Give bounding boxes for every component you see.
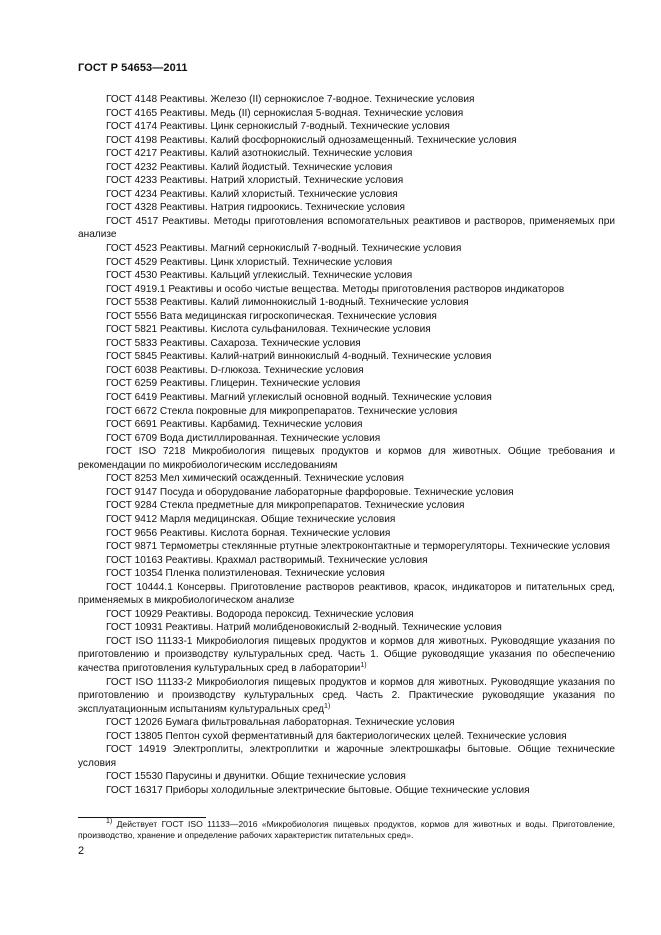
reference-item — [78, 93, 615, 107]
reference-item — [78, 134, 615, 148]
reference-item — [78, 554, 615, 568]
footnote-separator — [78, 817, 206, 818]
reference-item — [78, 770, 615, 784]
reference-text: ГОСТ ISO 11133-1 Микробиология пищевых продуктов и кормов для животных. Руководящие указания по приготовлению и производству культуральных сред. Часть 1. Общие руководящие указания по обеспечению качества приготовления культуральных сред в лаборатории — [78, 635, 615, 674]
reference-item — [78, 676, 615, 717]
reference-item — [78, 418, 615, 432]
reference-text: ГОСТ 4234 Реактивы. Калий хлористый. Технические условия — [106, 188, 398, 200]
reference-text: ГОСТ 4217 Реактивы. Калий азотнокислый. Технические условия — [106, 148, 413, 160]
reference-item — [78, 486, 615, 500]
reference-item — [78, 716, 615, 730]
reference-item — [78, 391, 615, 405]
reference-item — [78, 743, 615, 770]
reference-text: ГОСТ 6419 Реактивы. Магний углекислый основной водный. Технические условия — [106, 392, 492, 404]
reference-item — [78, 635, 615, 676]
reference-item — [78, 472, 615, 486]
reference-item — [78, 242, 615, 256]
reference-item — [78, 350, 615, 364]
reference-text: ГОСТ 6672 Стекла покровные для микропрепаратов. Технические условия — [106, 405, 458, 417]
reference-text: ГОСТ 14919 Электроплиты, электроплитки и жарочные электрошкафы бытовые. Общие технические условия — [78, 744, 615, 769]
reference-text: ГОСТ 4529 Реактивы. Цинк хлористый. Технические условия — [106, 256, 393, 268]
reference-text: ГОСТ 10163 Реактивы. Крахмал растворимый. Технические условия — [106, 554, 428, 566]
reference-item — [78, 445, 615, 472]
reference-item — [78, 499, 615, 513]
reference-text: ГОСТ 4232 Реактивы. Калий йодистый. Технические условия — [106, 161, 393, 173]
reference-item — [78, 567, 615, 581]
reference-item — [78, 256, 615, 270]
reference-item — [78, 188, 615, 202]
reference-text: ГОСТ 8253 Мел химический осажденный. Технические условия — [106, 473, 404, 485]
normative-references-list — [78, 93, 615, 797]
reference-item — [78, 432, 615, 446]
reference-text: ГОСТ 9284 Стекла предметные для микропрепаратов. Технические условия — [106, 500, 465, 512]
reference-item — [78, 730, 615, 744]
reference-text: ГОСТ 6709 Вода дистиллированная. Технические условия — [106, 432, 381, 444]
reference-item — [78, 364, 615, 378]
reference-text: ГОСТ 9147 Посуда и оборудование лабораторные фарфоровые. Технические условия — [106, 486, 514, 498]
reference-item — [78, 296, 615, 310]
reference-text: ГОСТ 5538 Реактивы. Калий лимоннокислый 1-водный. Технические условия — [106, 297, 469, 309]
reference-text: ГОСТ 5833 Реактивы. Сахароза. Технические условия — [106, 337, 361, 349]
reference-item — [78, 513, 615, 527]
reference-text: ГОСТ 16317 Приборы холодильные электрические бытовые. Общие технические условия — [106, 784, 530, 796]
reference-text: ГОСТ 10929 Реактивы. Водорода пероксид. Технические условия — [106, 608, 414, 620]
reference-text: ГОСТ 4174 Реактивы. Цинк сернокислый 7-водный. Технические условия — [106, 121, 450, 133]
footnote-text: Действует ГОСТ ISO 11133—2016 «Микробиология пищевых продуктов, кормов для животных и воды. Приготовление, производство, хранение и определение рабочих характеристик питательных сред». — [78, 819, 615, 840]
reference-item — [78, 608, 615, 622]
reference-text: ГОСТ 12026 Бумага фильтровальная лабораторная. Технические условия — [106, 717, 455, 729]
footnote-reference-marker: 1) — [360, 661, 367, 669]
reference-item — [78, 107, 615, 121]
reference-text: ГОСТ 4523 Реактивы. Магний сернокислый 7-водный. Технические условия — [106, 243, 462, 255]
reference-item — [78, 147, 615, 161]
reference-item — [78, 215, 615, 242]
reference-text: ГОСТ 13805 Пептон сухой ферментативный для бактериологических целей. Технические условия — [106, 730, 567, 742]
reference-text: ГОСТ 10444.1 Консервы. Приготовление растворов реактивов, красок, индикаторов и питательных сред, применяемых в микробиологическом анализе — [78, 581, 615, 607]
reference-item — [78, 310, 615, 324]
footnote-marker: 1) — [106, 818, 113, 825]
reference-item — [78, 323, 615, 337]
reference-text: ГОСТ 4328 Реактивы. Натрия гидроокись. Технические условия — [106, 202, 406, 214]
reference-item — [78, 269, 615, 283]
reference-text: ГОСТ 4148 Реактивы. Железо (II) сернокислое 7-водное. Технические условия — [106, 94, 475, 105]
reference-text: ГОСТ 6259 Реактивы. Глицерин. Технические условия — [106, 378, 361, 390]
reference-item — [78, 527, 615, 541]
reference-item — [78, 540, 615, 554]
reference-item — [78, 377, 615, 391]
footnote — [78, 819, 615, 841]
reference-item — [78, 120, 615, 134]
reference-item — [78, 283, 615, 297]
page-header-standard-number: ГОСТ Р 54653—2011 — [78, 62, 188, 74]
reference-text: ГОСТ 4517 Реактивы. Методы приготовления вспомогательных реактивов и растворов, применяемых при анализе — [78, 215, 615, 241]
reference-item — [78, 201, 615, 215]
reference-text: ГОСТ 9656 Реактивы. Кислота борная. Технические условия — [106, 527, 391, 539]
reference-item — [78, 784, 615, 798]
reference-text: ГОСТ 6691 Реактивы. Карбамид. Технические условия — [106, 419, 363, 431]
reference-text: ГОСТ 10931 Реактивы. Натрий молибденовокислый 2-водный. Технические условия — [106, 622, 502, 634]
reference-text: ГОСТ 9871 Термометры стеклянные ртутные электроконтактные и терморегуляторы. Технические условия — [106, 541, 610, 553]
reference-item — [78, 621, 615, 635]
reference-text: ГОСТ 5821 Реактивы. Кислота сульфаниловая. Технические условия — [106, 324, 431, 336]
reference-item — [78, 337, 615, 351]
reference-item — [78, 161, 615, 175]
page-number: 2 — [78, 845, 85, 857]
reference-text: ГОСТ 9412 Марля медицинская. Общие технические условия — [106, 513, 396, 525]
reference-text: ГОСТ 4165 Реактивы. Медь (II) сернокислая 5-водная. Технические условия — [106, 107, 464, 119]
reference-text: ГОСТ ISO 7218 Микробиология пищевых продуктов и кормов для животных. Общие требования и рекомендации по микробиологическим исследованиям — [78, 446, 615, 471]
reference-text: ГОСТ ISO 11133-2 Микробиология пищевых продуктов и кормов для животных. Руководящие указания по приготовлению и производству культуральных сред. Часть 2. Практические руководящие указания по эксплуатационным испытаниям культуральных сред — [78, 676, 615, 715]
reference-text: ГОСТ 6038 Реактивы. D-глюкоза. Технические условия — [106, 364, 364, 376]
reference-item — [78, 174, 615, 188]
reference-text: ГОСТ 4198 Реактивы. Калий фосфорнокислый однозамещенный. Технические условия — [106, 134, 517, 146]
reference-text: ГОСТ 5845 Реактивы. Калий-натрий виннокислый 4-водный. Технические условия — [106, 351, 492, 363]
reference-text: ГОСТ 15530 Парусины и двунитки. Общие технические условия — [106, 771, 406, 783]
reference-text: ГОСТ 4530 Реактивы. Кальций углекислый. Технические условия — [106, 270, 413, 282]
reference-text: ГОСТ 4919.1 Реактивы и особо чистые вещества. Методы приготовления растворов индикаторов — [106, 283, 565, 295]
reference-text: ГОСТ 10354 Пленка полиэтиленовая. Технические условия — [106, 568, 385, 580]
footnote-reference-marker: 1) — [324, 702, 331, 710]
reference-text: ГОСТ 5556 Вата медицинская гигроскопическая. Технические условия — [106, 310, 437, 322]
reference-item — [78, 581, 615, 608]
reference-item — [78, 405, 615, 419]
reference-text: ГОСТ 4233 Реактивы. Натрий хлористый. Технические условия — [106, 175, 404, 187]
